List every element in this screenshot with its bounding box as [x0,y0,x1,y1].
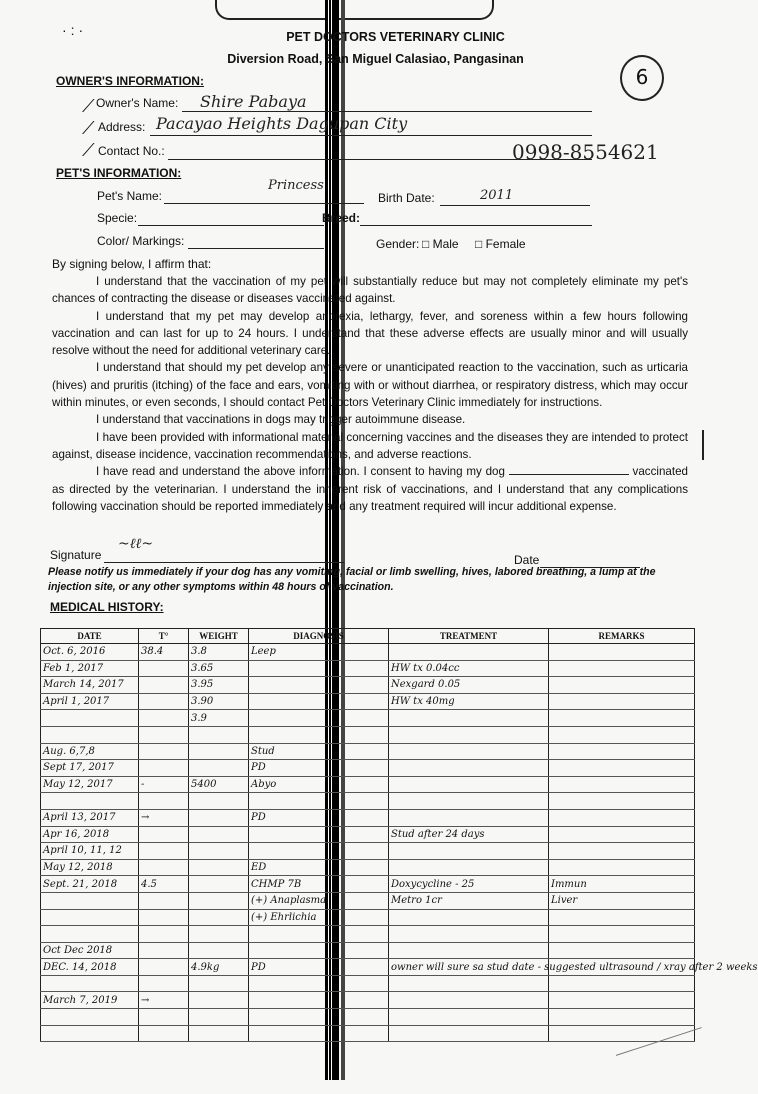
table-cell: HW tx 0.04cc [389,660,549,677]
page-mark: 6 [620,55,664,101]
table-cell [549,843,695,860]
ink-specks: ·:· [62,22,88,38]
table-cell: May 12, 2018 [41,859,139,876]
table-row [41,809,695,826]
table-body [41,644,758,1042]
table-cell [189,843,249,860]
table-cell: Leep [249,644,389,661]
table-cell: Apr 16, 2018 [41,826,139,843]
table-row [41,743,695,760]
table-cell: Abyo [249,776,389,793]
table-cell [549,1009,695,1026]
table-cell: 3.90 [189,693,249,710]
table-cell: HW tx 40mg [389,693,549,710]
table-cell: Immun [549,876,695,893]
consent-p6-start: I have read and understand the above information. I consent to having my dog [96,465,505,479]
table-row [41,677,695,694]
table-cell [41,1025,139,1042]
consent-p4: I understand that vaccinations in dogs may trigger autoimmune disease. [96,413,466,427]
table-cell: ED [249,859,389,876]
table-cell [41,909,139,926]
table-cell [189,892,249,909]
table-cell: 38.4 [139,644,189,661]
table-cell [189,1009,249,1026]
table-cell [189,743,249,760]
medical-history-table [40,628,758,1042]
specie-label: Specie: [97,211,138,225]
table-cell [139,660,189,677]
table-cell [249,726,389,743]
table-cell: March 7, 2019 [41,992,139,1009]
table-cell [549,975,695,992]
breed-line [360,225,592,226]
table-cell [389,793,549,810]
column-header: REMARKS [549,629,695,644]
gender-male-label: Male [432,237,459,251]
column-header: WEIGHT [189,629,249,644]
table-cell: (+) Ehrlichia [249,909,389,926]
table-cell: Stud [249,743,389,760]
table-cell [189,760,249,777]
table-cell [189,942,249,959]
table-cell [549,992,695,1009]
table-cell [389,843,549,860]
table-cell [549,909,695,926]
table-cell: Feb 1, 2017 [41,660,139,677]
table-cell [549,859,695,876]
table-cell: - [139,776,189,793]
table-cell: Doxycycline - 25 [389,876,549,893]
table-cell: → [139,809,189,826]
table-cell [549,776,695,793]
table-cell [389,859,549,876]
table-cell [249,992,389,1009]
table-cell [189,992,249,1009]
table-row [41,726,695,743]
table-cell [139,726,189,743]
birth-date-value: 2011 [480,188,514,203]
table-cell: 3.95 [189,677,249,694]
table-cell [249,1025,389,1042]
table-cell [41,793,139,810]
table-cell: (+) Anaplasma [249,892,389,909]
pet-section-title: PET'S INFORMATION: [56,166,182,180]
table-cell [249,710,389,727]
table-cell [389,909,549,926]
consent-intro: By signing below, I affirm that: [52,257,212,271]
table-cell: Oct Dec 2018 [41,942,139,959]
table-cell [389,644,549,661]
consent-p6-end: vaccinated as directed by the veterinarian. I understand the inherent risk of vaccinations, and I understand that any complications following vaccination should be reported immediately and any treatment required will incur additional expense. [52,465,688,513]
table-cell [549,743,695,760]
table-cell [139,677,189,694]
table-cell: 4.5 [139,876,189,893]
color-markings-line [188,248,324,249]
specie-line [138,225,324,226]
gender-male-option [422,237,459,251]
table-cell [249,975,389,992]
table-cell [549,693,695,710]
table-cell [389,726,549,743]
table-cell [139,1009,189,1026]
table-cell: CHMP 7B [249,876,389,893]
signature-scribble: ~ℓℓ~ [118,536,154,552]
consent-p3: I understand that should my pet develop any severe or unanticipated reaction to the vaccination, such as urticaria (hives) and pruritis (itching) of the face and ears, vomiting with or without diarrhea, or respiratory distress, which may occur within minutes, or even seconds, I should contact Pet Doctors Veterinary Clinic immediately for instructions. [52,361,688,410]
clinic-name: PET DOCTORS VETERINARY CLINIC [286,30,505,44]
table-cell [139,710,189,727]
table-cell [41,892,139,909]
table-cell: Nexgard 0.05 [389,677,549,694]
table-row [41,876,695,893]
check-mark: ⟋ [82,96,95,116]
table-cell [549,942,695,959]
owner-name-label: Owner's Name: [96,96,179,110]
table-cell [249,1009,389,1026]
table-row [41,926,695,943]
table-cell [139,826,189,843]
clinic-address: Diversion Road, San Miguel Calasiao, Pangasinan [227,52,524,66]
table-cell [549,760,695,777]
table-cell [41,710,139,727]
consent-p2: I understand that my pet may develop anorexia, lethargy, fever, and soreness within a few hours following vaccination and can last for up to 24 hours. I understand that these adverse effects are usually minor and will usually resolve without the need for additional veterinary care. [52,309,688,358]
contact-value: 0998-8554621 [512,140,659,164]
table-cell: 3.9 [189,710,249,727]
column-header: DATE [41,629,139,644]
table-header-row [41,629,695,644]
table-cell [249,826,389,843]
table-cell [41,975,139,992]
table-cell [139,909,189,926]
table-cell [389,760,549,777]
signature-line [104,562,344,563]
table-row [41,942,695,959]
table-cell [189,859,249,876]
table-cell [249,926,389,943]
table-cell [389,926,549,943]
table-cell: Metro 1cr [389,892,549,909]
table-row [41,992,695,1009]
table-cell [549,793,695,810]
table-cell [549,660,695,677]
color-markings-label: Color/ Markings: [97,234,185,248]
table-row [41,1025,695,1042]
table-cell: Sept. 21, 2018 [41,876,139,893]
table-cell: 5400 [189,776,249,793]
consent-p5: I have been provided with informational material concerning vaccines and the diseases they are intended to protect against, disease incidence, vaccination recommendations, and adverse reactions. [52,430,688,461]
table-cell: 3.65 [189,660,249,677]
table-row [41,959,695,976]
table-cell [389,776,549,793]
table-cell [389,710,549,727]
table-cell: PD [249,959,389,976]
table-cell [189,876,249,893]
table-cell [139,760,189,777]
check-mark: ⟋ [82,140,95,160]
table-cell [189,1025,249,1042]
consent-paragraphs [52,273,688,515]
owner-section-title: OWNER'S INFORMATION: [56,74,204,88]
table-cell: April 1, 2017 [41,693,139,710]
table-cell: April 10, 11, 12 [41,843,139,860]
check-mark: ⟋ [82,118,95,138]
table-cell: DEC. 14, 2018 [41,959,139,976]
table-cell [139,942,189,959]
pet-name-value: Princess [268,178,324,193]
pet-name-label: Pet's Name: [97,189,162,203]
address-label: Address: [98,120,146,134]
table-cell [389,992,549,1009]
column-header: T° [139,629,189,644]
owner-name-value: Shire Pabaya [200,92,307,111]
table-cell [189,826,249,843]
column-header: TREATMENT [389,629,549,644]
table-cell [389,1009,549,1026]
table-cell: Aug. 6,7,8 [41,743,139,760]
consent-p6 [52,463,688,515]
table-cell [389,809,549,826]
table-cell [139,959,189,976]
table-cell [41,1009,139,1026]
table-row [41,1009,695,1026]
table-cell: owner will sure sa stud date - suggested ultrasound / xray after 2 weeks [389,959,549,976]
birth-date-label: Birth Date: [378,191,435,205]
table-cell [549,710,695,727]
table-cell [41,726,139,743]
table-cell [189,909,249,926]
breed-label: Breed: [322,211,361,225]
gender-female-label: Female [485,237,526,251]
consent-p1: I understand that the vaccination of my pet will substantially reduce but may not completely eliminate my pet's chances of contracting the disease or diseases vaccinated against. [52,275,688,306]
table-cell [189,975,249,992]
owner-name-line [182,111,592,112]
table-cell: Stud after 24 days [389,826,549,843]
column-header: DIAGNOSIS [249,629,389,644]
table-cell [549,644,695,661]
gender-label: Gender: [376,237,420,251]
table-cell [189,809,249,826]
table-cell: PD [249,809,389,826]
table-cell: → [139,992,189,1009]
address-value: Pacayao Heights Dagupan City [156,114,408,133]
page-edge-mark [702,430,704,460]
date-label: Date [514,553,540,567]
table-cell [389,975,549,992]
medical-section-title: MEDICAL HISTORY: [50,600,164,614]
table-cell [389,1025,549,1042]
notice-text: Please notify us immediately if your dog has any vomiting, facial or limb swelling, hives, labored breathing, a lump at the injection site, or any other symptoms within 48 hours of vaccination. [48,566,656,593]
table-row [41,760,695,777]
table-cell [249,693,389,710]
birth-date-line [440,205,590,206]
table-row [41,859,695,876]
checkbox-icon: □ [422,237,430,251]
table-cell: May 12, 2017 [41,776,139,793]
table-row [41,975,695,992]
table-cell [139,859,189,876]
table-row [41,710,695,727]
table-cell [189,793,249,810]
table-cell: Oct. 6, 2016 [41,644,139,661]
table-cell [189,926,249,943]
table-cell [389,743,549,760]
table-cell: March 14, 2017 [41,677,139,694]
table-cell [389,942,549,959]
table-cell [249,677,389,694]
gender-female-option [475,237,526,251]
table-cell [189,726,249,743]
table-row [41,909,695,926]
dog-blank-line [509,474,629,475]
table-row [41,843,695,860]
table-cell [549,926,695,943]
table-cell [139,926,189,943]
table-cell [41,926,139,943]
table-row [41,693,695,710]
table-cell [249,942,389,959]
table-cell [549,809,695,826]
table-cell [139,693,189,710]
signature-label: Signature [50,548,102,562]
table-cell: Liver [549,892,695,909]
pet-name-line [164,203,364,204]
table-cell [249,660,389,677]
table-cell [139,743,189,760]
table-cell: 4.9kg [189,959,249,976]
contact-label: Contact No.: [98,144,165,158]
table-row [41,644,695,661]
table-row [41,826,695,843]
top-frame-mark [215,0,494,20]
table-row [41,776,695,793]
table-cell [139,843,189,860]
table-cell [139,793,189,810]
table-cell [249,843,389,860]
table-row [41,660,695,677]
table-cell [139,1025,189,1042]
address-line [150,135,592,136]
table-cell [139,975,189,992]
table-row [41,892,695,909]
table-cell: Sept 17, 2017 [41,760,139,777]
table-cell [139,892,189,909]
table-cell [549,826,695,843]
table-cell: 3.8 [189,644,249,661]
table-cell [549,726,695,743]
checkbox-icon: □ [475,237,483,251]
table-row [41,793,695,810]
table-cell [549,677,695,694]
table-cell [249,793,389,810]
table-cell: April 13, 2017 [41,809,139,826]
table-cell: PD [249,760,389,777]
